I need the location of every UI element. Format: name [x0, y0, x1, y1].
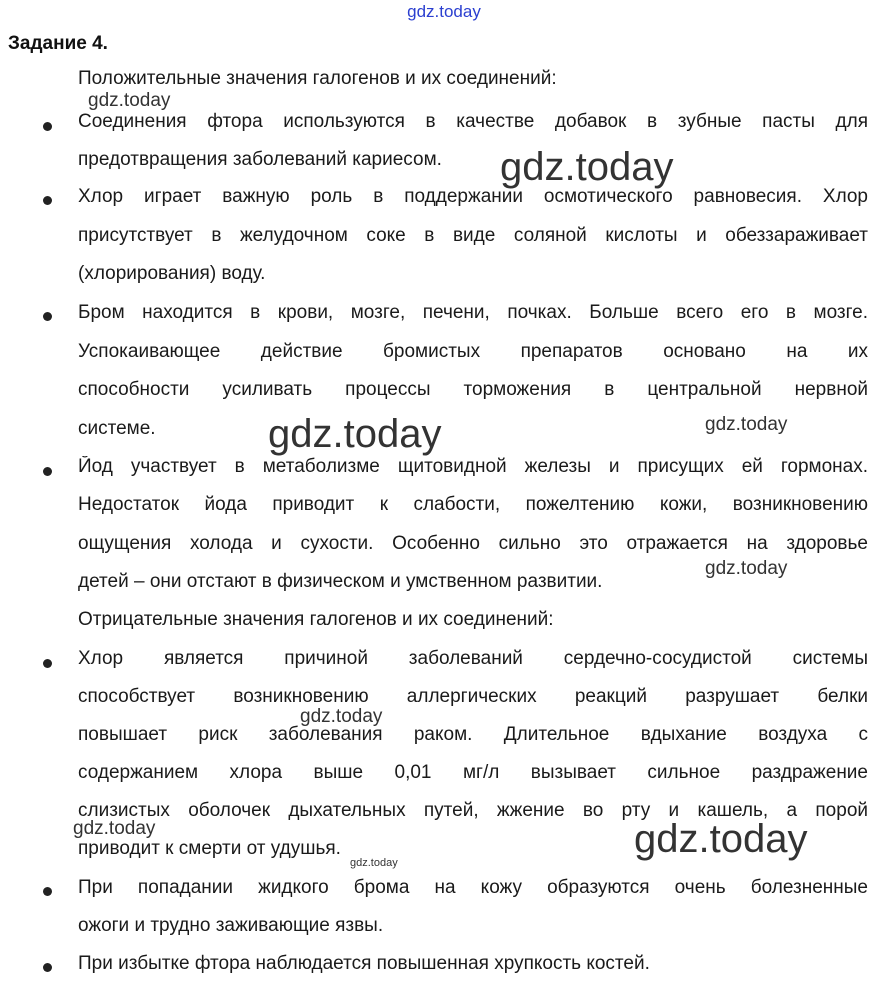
- task-title: Задание 4.: [8, 33, 108, 54]
- watermark: gdz.today: [350, 857, 398, 869]
- bromine-line-4: системе.: [78, 418, 156, 439]
- iodine-line-4: детей – они отстают в физическом и умственном развитии.: [78, 571, 603, 592]
- bromine-line-1: Бром находится в крови, мозге, печени, почках. Больше всего его в мозге.: [78, 302, 868, 323]
- watermark: gdz.today: [88, 90, 171, 111]
- watermark: gdz.today: [705, 414, 788, 435]
- neg-fluorine-line-1: При избытке фтора наблюдается повышенная хрупкость костей.: [78, 953, 650, 974]
- watermark: gdz.today: [300, 706, 383, 727]
- bullet-icon: [43, 659, 52, 668]
- neg-chlorine-line-4: содержанием хлора выше 0,01 мг/л вызывает сильное раздражение: [78, 762, 868, 783]
- iodine-line-2: Недостаток йода приводит к слабости, пожелтению кожи, возникновению: [78, 494, 868, 515]
- bromine-line-3: способности усиливать процессы торможения в центральной нервной: [78, 379, 868, 400]
- bromine-line-2: Успокаивающее действие бромистых препаратов основано на их: [78, 341, 868, 362]
- negative-heading: Отрицательные значения галогенов и их соединений:: [78, 609, 554, 630]
- fluorine-line-1: Соединения фтора используются в качестве добавок в зубные пасты для: [78, 111, 868, 132]
- bullet-icon: [43, 963, 52, 972]
- chlorine-line-1: Хлор играет важную роль в поддержании осмотического равновесия. Хлор: [78, 186, 868, 207]
- bullet-icon: [43, 196, 52, 205]
- neg-chlorine-line-2: способствует возникновению аллергических реакций разрушает белки: [78, 686, 868, 707]
- bullet-icon: [43, 312, 52, 321]
- iodine-line-3: ощущения холода и сухости. Особенно сильно это отражается на здоровье: [78, 533, 868, 554]
- watermark-top: gdz.today: [407, 2, 481, 21]
- watermark: gdz.today: [634, 817, 808, 861]
- bullet-icon: [43, 467, 52, 476]
- iodine-line-1: Йод участвует в метаболизме щитовидной железы и присущих ей гормонах.: [78, 456, 868, 477]
- neg-bromine-line-2: ожоги и трудно заживающие язвы.: [78, 915, 384, 936]
- neg-chlorine-line-1: Хлор является причиной заболеваний сердечно-сосудистой системы: [78, 648, 868, 669]
- watermark: gdz.today: [500, 145, 674, 189]
- chlorine-line-2: присутствует в желудочном соке в виде соляной кислоты и обеззараживает: [78, 225, 868, 246]
- bullet-icon: [43, 887, 52, 896]
- chlorine-line-3: (хлорирования) воду.: [78, 263, 266, 284]
- watermark: gdz.today: [73, 818, 156, 839]
- neg-chlorine-line-3: повышает риск заболевания раком. Длительное вдыхание воздуха с: [78, 724, 868, 745]
- neg-bromine-line-1: При попадании жидкого брома на кожу образуются очень болезненные: [78, 877, 868, 898]
- bullet-icon: [43, 122, 52, 131]
- positive-heading: Положительные значения галогенов и их соединений:: [78, 68, 557, 89]
- watermark: gdz.today: [268, 412, 442, 456]
- neg-chlorine-line-5: слизистых оболочек дыхательных путей, жжение во рту и кашель, а порой: [78, 800, 868, 821]
- watermark: gdz.today: [705, 558, 788, 579]
- neg-chlorine-line-6: приводит к смерти от удушья.: [78, 838, 341, 859]
- fluorine-line-2: предотвращения заболеваний кариесом.: [78, 149, 442, 170]
